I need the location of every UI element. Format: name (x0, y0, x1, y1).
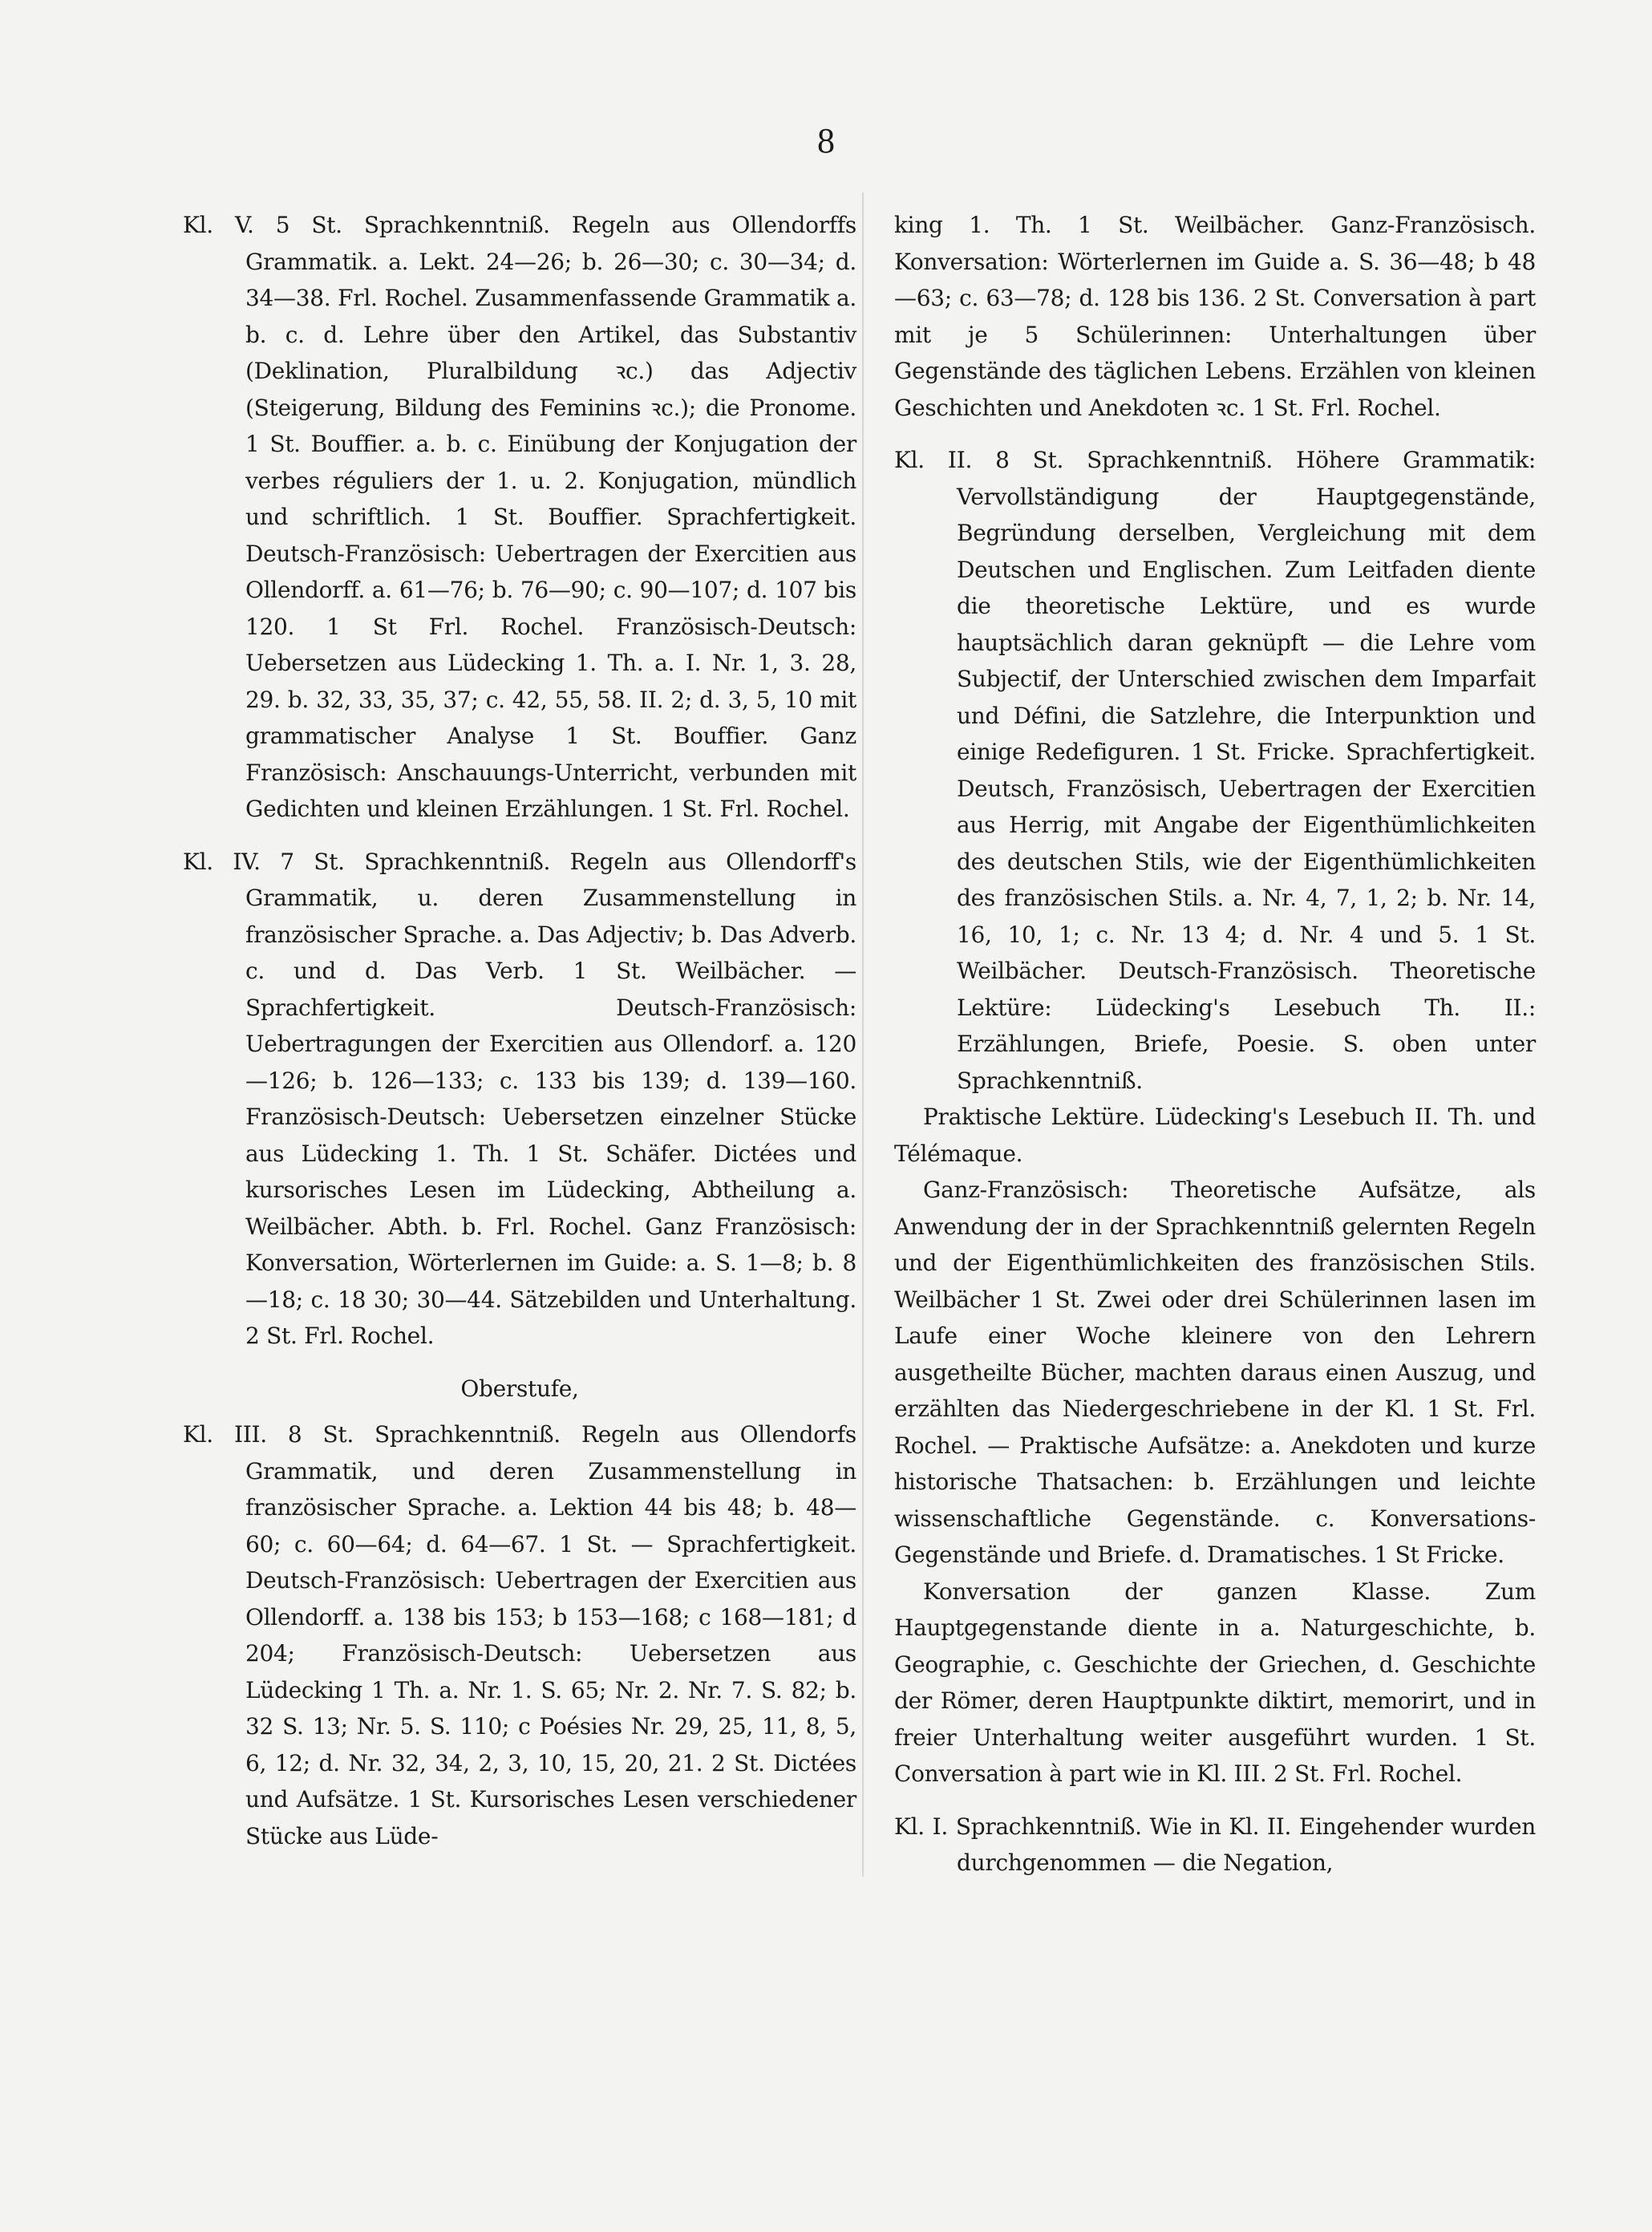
section-heading-oberstufe: Oberstufe, (460, 1375, 579, 1402)
paragraph-ganz-franzoesisch: Ganz-Französisch: Theoretische Aufsätze, als Anwendung der in der Sprachkenntniß gelernten Regeln und der Eigenthümlichkeiten des französischen Stils. Weilbächer 1 St. Zwei oder drei Schülerinnen lasen im Laufe einer Woche kleinere von den Lehrern ausgetheilte Bücher, machten daraus einen Auszug, und erzählten das Niedergeschriebene in der Kl. 1 St. Frl. Rochel. — Praktische Aufsätze: a. Anekdoten und kurze historische Thatsachen: b. Erzählungen und leichte wissenschaftliche Gegenstände. c. Konversations-Gegenstände und Briefe. d. Dramatisches. 1 St Fricke. (894, 1177, 1536, 1568)
right-column (894, 207, 1536, 1882)
left-column (183, 207, 856, 1854)
paragraph-kl-ii: Kl. II. 8 St. Sprachkenntniß. Höhere Grammatik: Vervollständigung der Hauptgegenstände, Begründung derselben, Vergleichung mit dem Deutschen und Englischen. Zum Leitfaden diente die theoretische Lektüre, und es wurde hauptsächlich daran geknüpft — die Lehre vom Subjectif, der Unterschied zwischen dem Imparfait und Défini, die Satzlehre, die Interpunktion und einige Redefiguren. 1 St. Fricke. Sprachfertigkeit. Deutsch, Französisch, Uebertragen der Exercitien aus Herrig, mit Angabe der Eigenthümlichkeiten des deutschen Stils, wie der Eigenthümlichkeiten des französischen Stils. a. Nr. 4, 7, 1, 2; b. Nr. 14, 16, 10, 1; c. Nr. 13 4; d. Nr. 4 und 5. 1 St. Weilbächer. Deutsch-Französisch. Theoretische Lektüre: Lüdecking's Lesebuch Th. II.: Erzählungen, Briefe, Poesie. S. oben unter Sprachkenntniß. (894, 447, 1536, 1094)
paragraph-konversation: Konversation der ganzen Klasse. Zum Hauptgegenstande diente in a. Naturgeschichte, b. Geographie, c. Geschichte der Griechen, d. Geschichte der Römer, deren Hauptpunkte diktirt, memorirt, und in freier Unterhaltung weiter ausgeführt wurden. 1 St. Conversation à part wie in Kl. III. 2 St. Frl. Rochel. (894, 1578, 1536, 1787)
paragraph-kl-iii-continued: king 1. Th. 1 St. Weilbächer. Ganz-Französisch. Konversation: Wörterlernen im Guide a. S. 36—48; b 48—63; c. 63—78; d. 128 bis 136. 2 St. Conversation à part mit je 5 Schülerinnen: Unterhaltungen über Gegenstände des täglichen Lebens. Erzählen von kleinen Geschichten und Anekdoten ꝛc. 1 St. Frl. Rochel. (894, 212, 1536, 421)
paragraph-praktische-lektuere: Praktische Lektüre. Lüdecking's Lesebuch II. Th. und Télémaque. (894, 1104, 1536, 1167)
paragraph-kl-v: Kl. V. 5 St. Sprachkenntniß. Regeln aus Ollendorffs Grammatik. a. Lekt. 24—26; b. 26—30; c. 30—34; d. 34—38. Frl. Rochel. Zusammenfassende Grammatik a. b. c. d. Lehre über den Artikel, das Substantiv (Deklination, Pluralbildung ꝛc.) das Adjectiv (Steigerung, Bildung des Feminins ꝛc.); die Pronome. 1 St. Bouffier. a. b. c. Einübung der Konjugation der verbes réguliers der 1. u. 2. Konjugation, mündlich und schriftlich. 1 St. Bouffier. Sprachfertigkeit. Deutsch-Französisch: Uebertragen der Exercitien aus Ollendorff. a. 61—76; b. 76—90; c. 90—107; d. 107 bis 120. 1 St Frl. Rochel. Französisch-Deutsch: Uebersetzen aus Lüdecking 1. Th. a. I. Nr. 1, 3. 28, 29. b. 32, 33, 35, 37; c. 42, 55, 58. II. 2; d. 3, 5, 10 mit grammatischer Analyse 1 St. Bouffier. Ganz Französisch: Anschauungs-Unterricht, verbunden mit Gedichten und kleinen Erzählungen. 1 St. Frl. Rochel. (183, 212, 856, 822)
column-divider (862, 192, 864, 1877)
paragraph-kl-iv: Kl. IV. 7 St. Sprachkenntniß. Regeln aus Ollendorff's Grammatik, u. deren Zusammenstellung in französischer Sprache. a. Das Adjectiv; b. Das Adverb. c. und d. Das Verb. 1 St. Weilbächer. — Sprachfertigkeit. Deutsch-Französisch: Uebertragungen der Exercitien aus Ollendorf. a. 120—126; b. 126—133; c. 133 bis 139; d. 139—160. Französisch-Deutsch: Uebersetzen einzelner Stücke aus Lüdecking 1. Th. 1 St. Schäfer. Dictées und kursorisches Lesen im Lüdecking, Abtheilung a. Weilbächer. Abth. b. Frl. Rochel. Ganz Französisch: Konversation, Wörterlernen im Guide: a. S. 1—8; b. 8—18; c. 18 30; 30—44. Sätzebilden und Unterhaltung. 2 St. Frl. Rochel. (183, 848, 856, 1349)
paragraph-kl-i: Kl. I. Sprachkenntniß. Wie in Kl. II. Eingehender wurden durchgenommen — die Negation, (894, 1813, 1536, 1876)
page-number: 8 (817, 121, 835, 160)
paragraph-kl-iii: Kl. III. 8 St. Sprachkenntniß. Regeln aus Ollendorfs Grammatik, und deren Zusammenstellung in französischer Sprache. a. Lektion 44 bis 48; b. 48—60; c. 60—64; d. 64—67. 1 St. — Sprachfertigkeit. Deutsch-Französisch: Uebertragen der Exercitien aus Ollendorff. a. 138 bis 153; b 153—168; c 168—181; d 204; Französisch-Deutsch: Uebersetzen aus Lüdecking 1 Th. a. Nr. 1. S. 65; Nr. 2. Nr. 7. S. 82; b. 32 S. 13; Nr. 5. S. 110; c Poésies Nr. 29, 25, 11, 8, 5, 6, 12; d. Nr. 32, 34, 2, 3, 10, 15, 20, 21. 2 St. Dictées und Aufsätze. 1 St. Kursorisches Lesen verschiedener Stücke aus Lüde- (183, 1421, 856, 1849)
